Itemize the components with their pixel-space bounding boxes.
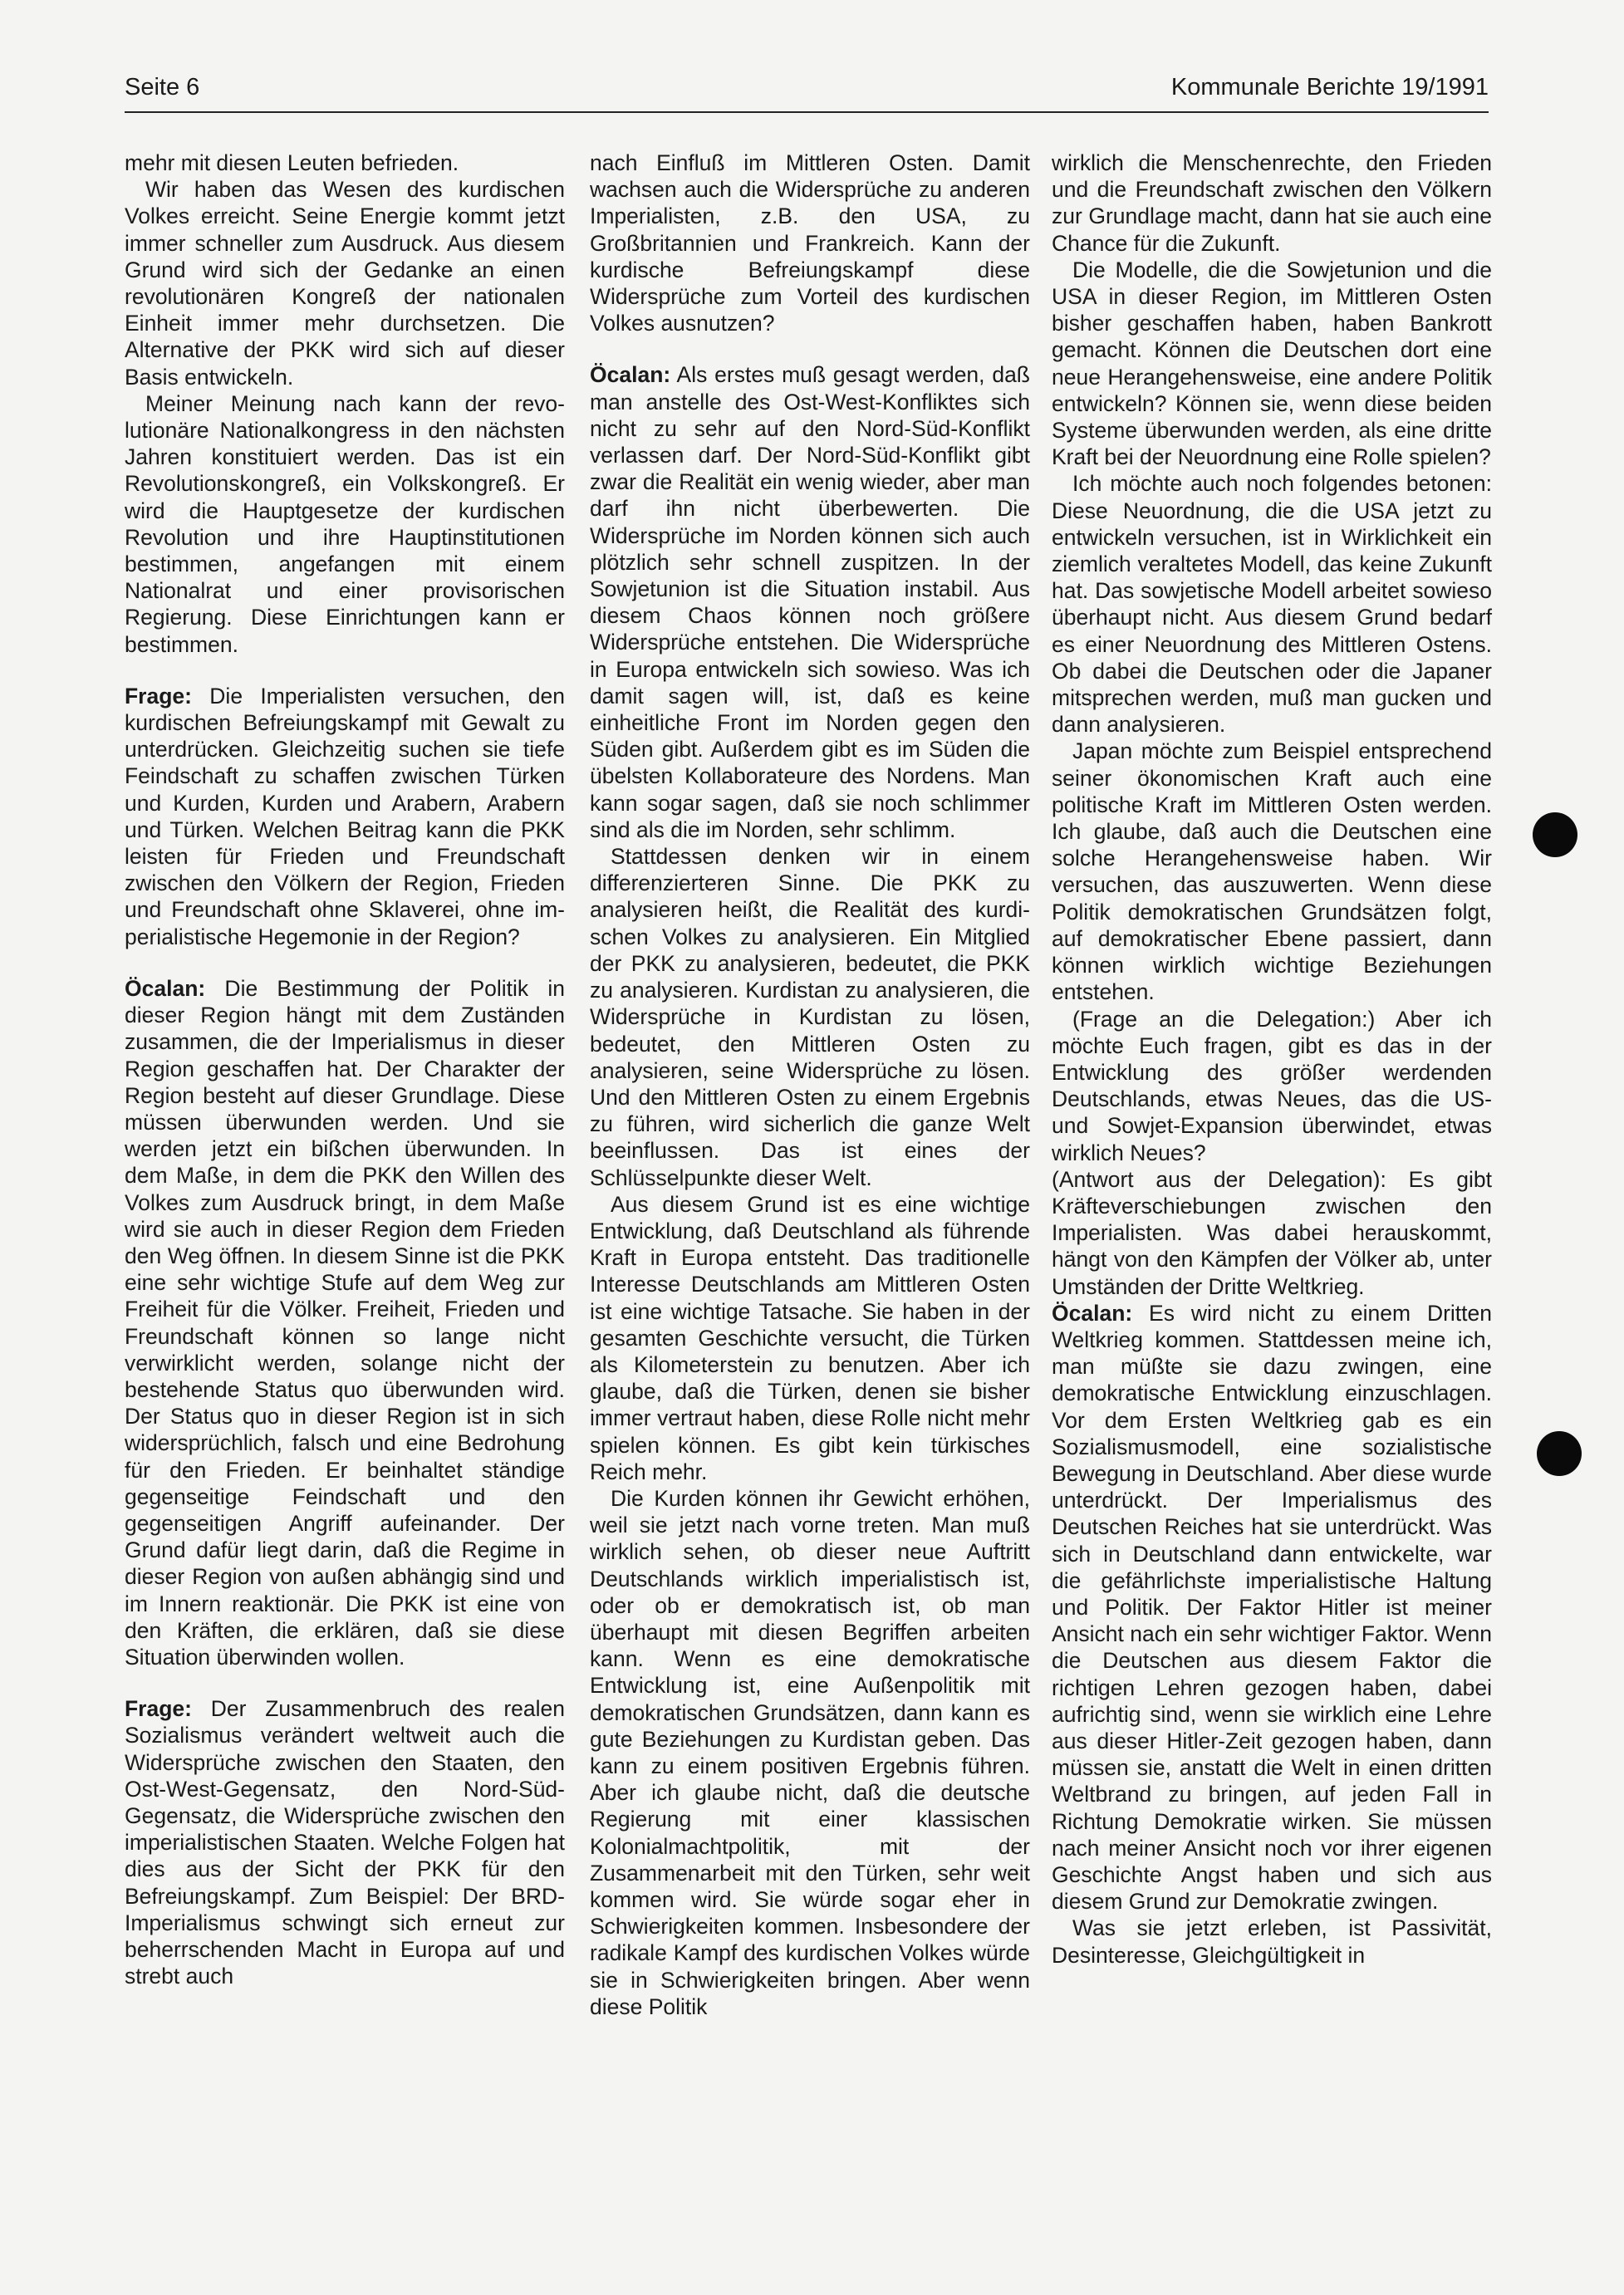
punch-hole [1537, 1431, 1582, 1476]
text-column-3 [1052, 150, 1492, 1969]
paragraph: Was sie jetzt erleben, ist Passivität, Desinteresse, Gleichgültigkeit in [1052, 1915, 1492, 1968]
paragraph: Meiner Meinung nach kann der revolutionäre Nationalkongress in den nächsten Jahren konstituiert werden. Das ist ein Revolutionskongreß, ein Volkskongreß. Er wird die Hauptgesetze der kurdischen Revolution und ihre Hauptinstitutionen bestimmen, angefangen mit einem Nationalrat und einer provisorischen Regierung. Diese Einrichtungen kann er bestimmen. [125, 390, 565, 657]
punch-hole [1533, 812, 1577, 857]
paragraph: (Antwort aus der Delegation): Es gibt Kräfteverschiebungen zwischen den Imperialisten. Was dabei herauskommt, hängt von den Kämpfen der Völker ab, unter Umständen der Dritte Weltkrieg. [1052, 1166, 1492, 1299]
page-number: Seite 6 [125, 74, 200, 101]
speaker-label: Öcalan: [590, 362, 671, 388]
paragraph: Aus diesem Grund ist es eine wichtige Entwicklung, daß Deutschland als führende Kraft in Europa entsteht. Das traditionelle Interesse Deutschlands am Mittleren Osten ist eine wichtige Tatsache. Sie haben in der gesamten Geschichte versucht, die Türken als Kilometerstein zu benutzen. Aber ich glaube, daß die Türken, denen sie bisher immer vertraut haben, diese Rolle nicht mehr spielen können. Es gibt kein türkisches Reich mehr. [590, 1191, 1030, 1484]
publication-title: Kommunale Berichte 19/1991 [1170, 74, 1489, 101]
paragraph: Wir haben das Wesen des kurdischen Volkes erreicht. Seine Energie kommt jetzt immer schneller zum Ausdruck. Aus diesem Grund wird sich der Gedanke an einen revolutionären Kongreß der nationalen Einheit immer mehr durchsetzen. Die Alternative der PKK wird sich auf dieser Basis entwickeln. [125, 177, 565, 390]
text-column-2 [590, 150, 1030, 2020]
speaker-label: Öcalan: [1052, 1300, 1133, 1326]
paragraph: nach Einfluß im Mittleren Osten. Damit wachsen auch die Widersprüche zu anderen Imperialisten, z.B. den USA, zu Großbritannien und Frankreich. Kann der kurdische Befreiungskampf diese Widersprüche zum Vorteil des kurdischen Volkes ausnutzen? [590, 150, 1030, 336]
header-rule [125, 111, 1489, 113]
paragraph: (Frage an die Delegation:) Aber ich möchte Euch fragen, gibt es das in der Entwicklung des größer werdenden Deutschlands, etwas Neues, das die US- und Sowjet-Expansion überwindet, etwas wirklich Neues? [1052, 1006, 1492, 1165]
answer-paragraph: Öcalan: Die Bestimmung der Politik in dieser Region hängt mit dem Zuständen zusammen, die der Imperialismus in dieser Region geschaffen hat. Der Charakter der Region besteht auf dieser Grundlage. Diese müssen überwunden werden. Und sie werden jetzt ein bißchen überwunden. In dem Maße, in dem die PKK den Willen des Volkes zum Ausdruck bringt, in dem Maße wird sie auch in dieser Region dem Frieden den Weg öffnen. In diesem Sinne ist die PKK eine sehr wichtige Stufe auf dem Weg zur Freiheit für die Völker. Freiheit, Frieden und Freundschaft können so lange nicht verwirklicht werden, solange nicht der bestehende Status quo überwunden wird. Der Status quo in dieser Region ist in sich widersprüchlich, falsch und eine Bedrohung für den Frieden. Er beinhaltet ständige gegenseitige Feindschaft und den gegenseitigen Angriff aufeinander. Der Grund dafür liegt darin, daß die Regime in dieser Region von außen abhängig sind und im Innern reaktionär. Die PKK ist eine von den Kräften, die erklären, daß sie diese Situation überwinden wollen. [125, 975, 565, 1670]
text-column-1 [125, 150, 565, 1989]
paragraph: wirklich die Menschenrechte, den Frieden und die Freundschaft zwischen den Völkern zur Grundlage macht, dann hat sie auch eine Chance für die Zukunft. [1052, 150, 1492, 256]
answer-paragraph: Öcalan: Es wird nicht zu einem Dritten Weltkrieg kommen. Stattdessen meine ich, man müßte sie dazu zwingen, eine demokratische Entwicklung einzuschlagen. Vor dem Ersten Weltkrieg gab es ein Sozialismusmodell, eine sozialistische Bewegung in Deutschland. Aber diese wurde unterdrückt. Der Imperialismus des Deutschen Reiches hat sie unterdrückt. Was sich in Deutschland dann entwickelte, war die gefährlichste imperialistische Haltung und Politik. Der Faktor Hitler ist meiner Ansicht nach ein sehr wichtiger Faktor. Wenn die Deutschen aus diesem Faktor die richtigen Lehren gezogen haben, dabei aufrichtig sind, wenn sie wirklich eine Lehre aus dieser Hitler-Zeit gezogen haben, dann müssen sie, anstatt die Welt in einen dritten Weltbrand zu bringen, auf jeden Fall in Richtung Demokratie wirken. Sie müssen nach meiner Ansicht noch vor ihrer eigenen Geschichte Angst haben und sich aus diesem Grund zur Demokratie zwingen. [1052, 1300, 1492, 1915]
paragraph: Japan möchte zum Beispiel entsprechend seiner ökonomischen Kraft auch eine politische Kraft im Mittleren Osten werden. Ich glaube, daß auch die Deutschen eine solche Herangehensweise haben. Wir versuchen, das auszuwerten. Wenn diese Politik demokratischen Grundsätzen folgt, auf demokratischer Ebene passiert, dann können wirklich wichtige Beziehungen entstehen. [1052, 738, 1492, 1005]
speaker-label: Frage: [125, 683, 192, 709]
speaker-label: Frage: [125, 1696, 192, 1722]
paragraph: Ich möchte auch noch folgendes betonen: Diese Neuordnung, die die USA jetzt zu entwickeln versuchen, ist in Wirklichkeit ein ziemlich veraltetes Modell, das keine Zukunft hat. Das sowjetische Modell arbeitet sowieso überhaupt nicht. Aus diesem Grund bedarf es einer Neuordnung des Mittleren Ostens. Ob dabei die Deutschen oder die Japaner mitsprechen werden, muß man gucken und dann analysieren. [1052, 471, 1492, 738]
question-paragraph: Frage: Die Imperialisten versuchen, den kurdischen Befreiungskampf mit Gewalt zu unterdrücken. Gleichzeitig suchen sie tiefe Feindschaft zu schaffen zwischen Türken und Kurden, Kurden und Arabern, Arabern und Türken. Welchen Beitrag kann die PKK leisten für Frieden und Freundschaft zwischen den Völkern der Region, Frieden und Freundschaft ohne Sklaverei, ohne imperialistische Hegemonie in der Region? [125, 683, 565, 949]
answer-paragraph: Öcalan: Als erstes muß gesagt werden, daß man anstelle des Ost-West-Konfliktes sich nicht zu sehr auf den Nord-Süd-Konflikt verlassen darf. Der Nord-Süd-Konflikt gibt zwar die Realität ein wenig wieder, aber man darf ihn nicht überbewerten. Die Widersprüche im Norden können sich auch plötzlich sehr schnell zuspitzen. In der Sowjetunion ist die Situation instabil. Aus diesem Chaos können noch größere Widersprüche entstehen. Die Widersprüche in Europa entwickeln sich sowieso. Was ich damit sagen will, ist, daß es keine einheitliche Front im Norden gegen den Süden gibt. Außerdem gibt es im Süden die übelsten Kollaborateure des Nordens. Man kann sogar sagen, daß sie noch schlimmer sind als die im Norden, sehr schlimm. [590, 362, 1030, 842]
speaker-label: Öcalan: [125, 975, 206, 1001]
paragraph: mehr mit diesen Leuten befrieden. [125, 150, 459, 175]
paragraph: Die Kurden können ihr Gewicht erhöhen, weil sie jetzt nach vorne treten. Man muß wirklich sehen, ob dieser neue Auftritt Deutschlands wirklich imperialistisch ist, oder ob er demokratisch ist, ob man überhaupt mit diesen Begriffen arbeiten kann. Wenn es eine demokratische Entwicklung ist, eine Außenpolitik mit demokratischen Grundsätzen, dann kann es gute Beziehungen zu Kurdistan geben. Das kann zu einem positiven Ergebnis führen. Aber ich glaube nicht, daß die deutsche Regierung mit einer klassischen Kolonialmachtpolitik, mit der Zusammenarbeit mit den Türken, sehr weit kommen wird. Sie würde sogar eher in Schwierigkeiten kommen. Insbesondere der radikale Kampf des kurdischen Volkes würde sie in Schwierigkeiten bringen. Aber wenn diese Politik [590, 1485, 1030, 2019]
question-paragraph: Frage: Der Zusammenbruch des realen Sozialismus verändert weltweit auch die Widersprüche zwischen den Staaten, den Ost-West-Gegensatz, den Nord-Süd-Gegensatz, die Widersprüche zwischen den imperialistischen Staaten. Welche Folgen hat dies aus der Sicht der PKK für den Befreiungskampf. Zum Beispiel: Der BRD-Imperialismus schwingt sich erneut zur beherrschenden Macht in Europa auf und strebt auch [125, 1696, 565, 1989]
paragraph: Die Modelle, die die Sowjetunion und die USA in dieser Region, im Mittleren Osten bisher geschaffen haben, haben Bankrott gemacht. Können die Deutschen dort eine neue Herangehensweise, eine andere Politik entwickeln? Können sie, wenn diese beiden Systeme überwunden werden, als eine dritte Kraft bei der Neuordnung eine Rolle spielen? [1052, 257, 1492, 470]
paragraph: Stattdessen denken wir in einem differenzierteren Sinne. Die PKK zu analysieren heißt, die Realität des kurdischen Volkes zu analysieren. Ein Mitglied der PKK zu analysieren, bedeutet, die PKK zu analysieren. Kurdistan zu analysieren, die Widersprüche in Kurdistan zu lösen, bedeutet, den Mittleren Osten zu analysieren, seine Widersprüche zu lösen. Und den Mittleren Osten zu einem Ergebnis zu führen, wird sicherlich die ganze Welt beeinflussen. Das ist eines der Schlüsselpunkte dieser Welt. [590, 844, 1030, 1190]
